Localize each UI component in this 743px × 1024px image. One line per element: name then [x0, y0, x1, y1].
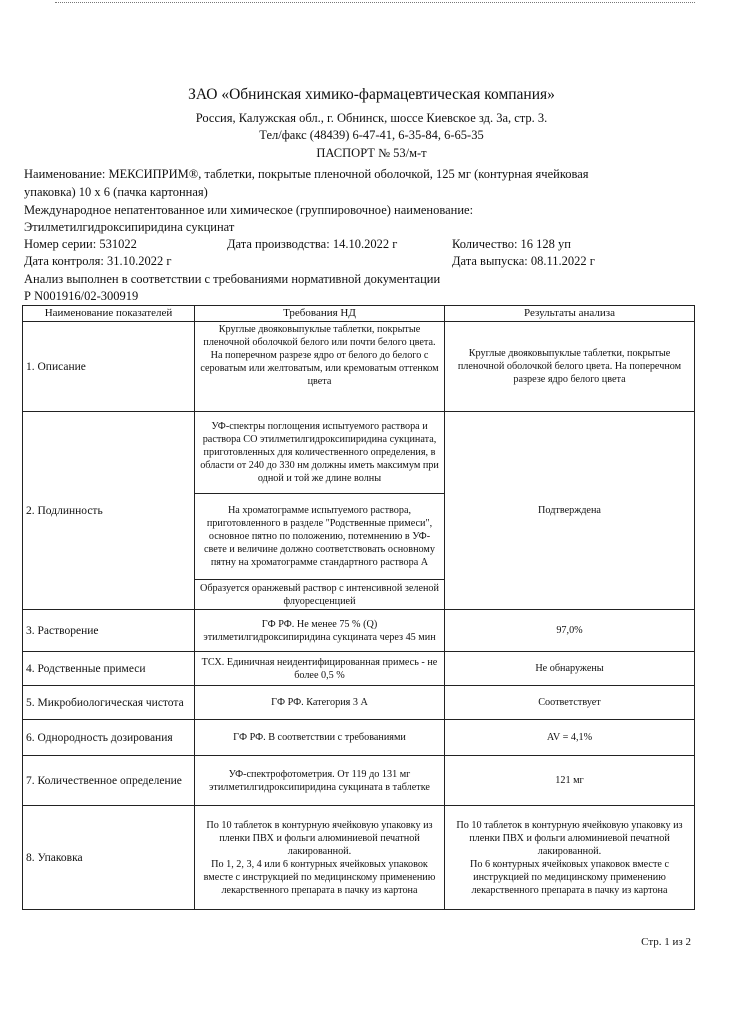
- row-result: AV = 4,1%: [445, 720, 695, 756]
- quantity: Количество: 16 128 уп: [452, 237, 571, 251]
- company-address: Россия, Калужская обл., г. Обнинск, шоссе Киевское зд. 3а, стр. 3.: [195, 111, 548, 125]
- production-date: Дата производства: 14.10.2022 г: [227, 237, 398, 251]
- table-row: [23, 756, 695, 806]
- row-name: 8. Упаковка: [23, 806, 195, 910]
- table-row: [23, 610, 695, 652]
- row-result: [445, 806, 695, 910]
- table-header-row: [23, 306, 695, 322]
- release-date: Дата выпуска: 08.11.2022 г: [452, 254, 595, 268]
- control-date: Дата контроля: 31.10.2022 г: [24, 254, 172, 268]
- series-number: Номер серии: 531022: [24, 237, 137, 251]
- table-row: [23, 806, 695, 910]
- packaging-result-line2: По 6 контурных ячейковых упаковок вместе с инструкцией по медицинскому применению лекарственного препарата в пачку из картона: [469, 858, 669, 896]
- table-row: [23, 322, 695, 412]
- row-requirement: ТСХ. Единичная неидентифицированная примесь - не более 0,5 %: [195, 652, 445, 686]
- page-number: Стр. 1 из 2: [641, 936, 691, 948]
- row-name: 2. Подлинность: [23, 412, 195, 610]
- header-indicator: Наименование показателей: [23, 306, 195, 322]
- row-name: 6. Однородность дозирования: [23, 720, 195, 756]
- table-row: [23, 652, 695, 686]
- nd-number: Р N001916/02-300919: [24, 289, 139, 303]
- table-row: [23, 412, 695, 494]
- product-name-line1: Наименование: МЕКСИПРИМ®, таблетки, покрытые пленочной оболочкой, 125 мг (контурная ячейковая: [24, 167, 589, 181]
- row-name: 1. Описание: [23, 322, 195, 412]
- row-requirement: ГФ РФ. Категория 3 А: [195, 686, 445, 720]
- row-name: 3. Растворение: [23, 610, 195, 652]
- packaging-requirement-line2: По 1, 2, 3, 4 или 6 контурных ячейковых упаковок вместе с инструкцией по медицинскому применению лекарственного препарата в пачку из картона: [203, 858, 436, 896]
- table-row: [23, 720, 695, 756]
- product-name-line2: упаковка) 10 х 6 (пачка картонная): [24, 185, 208, 199]
- inn-line1: Международное непатентованное или химическое (группировочное) наименование:: [24, 203, 474, 217]
- row-result: Не обнаружены: [445, 652, 695, 686]
- row-result: 121 мг: [445, 756, 695, 806]
- row-requirement: Круглые двояковыпуклые таблетки, покрытые пленочной оболочкой белого или почти белого цвета. На поперечном разрезе ядро от белого до белого с сероватым или желтоватым, или кремоватым оттенком цвета: [195, 322, 445, 412]
- company-name: ЗАО «Обнинская химико-фармацевтическая компания»: [188, 86, 555, 103]
- row-requirement-tlc: На хроматограмме испытуемого раствора, приготовленного в разделе "Родственные примеси", основное пятно по положению, потемнению в УФ-свете и величине должно соответствовать основному пятну на хроматограмме стандартного раствора А: [195, 494, 445, 580]
- row-result: Соответствует: [445, 686, 695, 720]
- header-requirements: Требования НД: [195, 306, 445, 322]
- scan-edge-marks: [55, 2, 695, 9]
- row-requirement: [195, 806, 445, 910]
- inn-line2: Этилметилгидроксипиридина сукцинат: [24, 220, 235, 234]
- row-name: 5. Микробиологическая чистота: [23, 686, 195, 720]
- header-results: Результаты анализа: [445, 306, 695, 322]
- row-name: 4. Родственные примеси: [23, 652, 195, 686]
- row-name: 7. Количественное определение: [23, 756, 195, 806]
- row-requirement: ГФ РФ. В соответствии с требованиями: [195, 720, 445, 756]
- row-requirement: ГФ РФ. Не менее 75 % (Q) этилметилгидроксипиридина сукцината через 45 мин: [195, 610, 445, 652]
- packaging-result-line1: По 10 таблеток в контурную ячейковую упаковку из пленки ПВХ и фольги алюминиевой печатной лакированной.: [456, 819, 683, 857]
- row-result: 97,0%: [445, 610, 695, 652]
- row-result: Круглые двояковыпуклые таблетки, покрытые пленочной оболочкой белого цвета. На поперечном разрезе ядро белого цвета: [445, 322, 695, 412]
- row-requirement-color: Образуется оранжевый раствор с интенсивной зеленой флуоресценцией: [195, 580, 445, 610]
- analysis-statement: Анализ выполнен в соответствии с требованиями нормативной документации: [24, 272, 441, 286]
- table-row: [23, 686, 695, 720]
- analysis-table: [22, 305, 695, 910]
- passport-number: ПАСПОРТ № 53/м-т: [316, 146, 427, 160]
- row-requirement-uv: УФ-спектры поглощения испытуемого раствора и раствора СО этилметилгидроксипиридина сукцината, приготовленных для количественного определения, в области от 240 до 330 нм должны иметь максимум при одной и той же длине волны: [195, 412, 445, 494]
- row-requirement: УФ-спектрофотометрия. От 119 до 131 мг этилметилгидроксипиридина сукцината в таблетке: [195, 756, 445, 806]
- row-result: Подтверждена: [445, 412, 695, 610]
- packaging-requirement-line1: По 10 таблеток в контурную ячейковую упаковку из пленки ПВХ и фольги алюминиевой печатной лакированной.: [206, 819, 433, 857]
- company-phone: Тел/факс (48439) 6-47-41, 6-35-84, 6-65-35: [259, 128, 484, 142]
